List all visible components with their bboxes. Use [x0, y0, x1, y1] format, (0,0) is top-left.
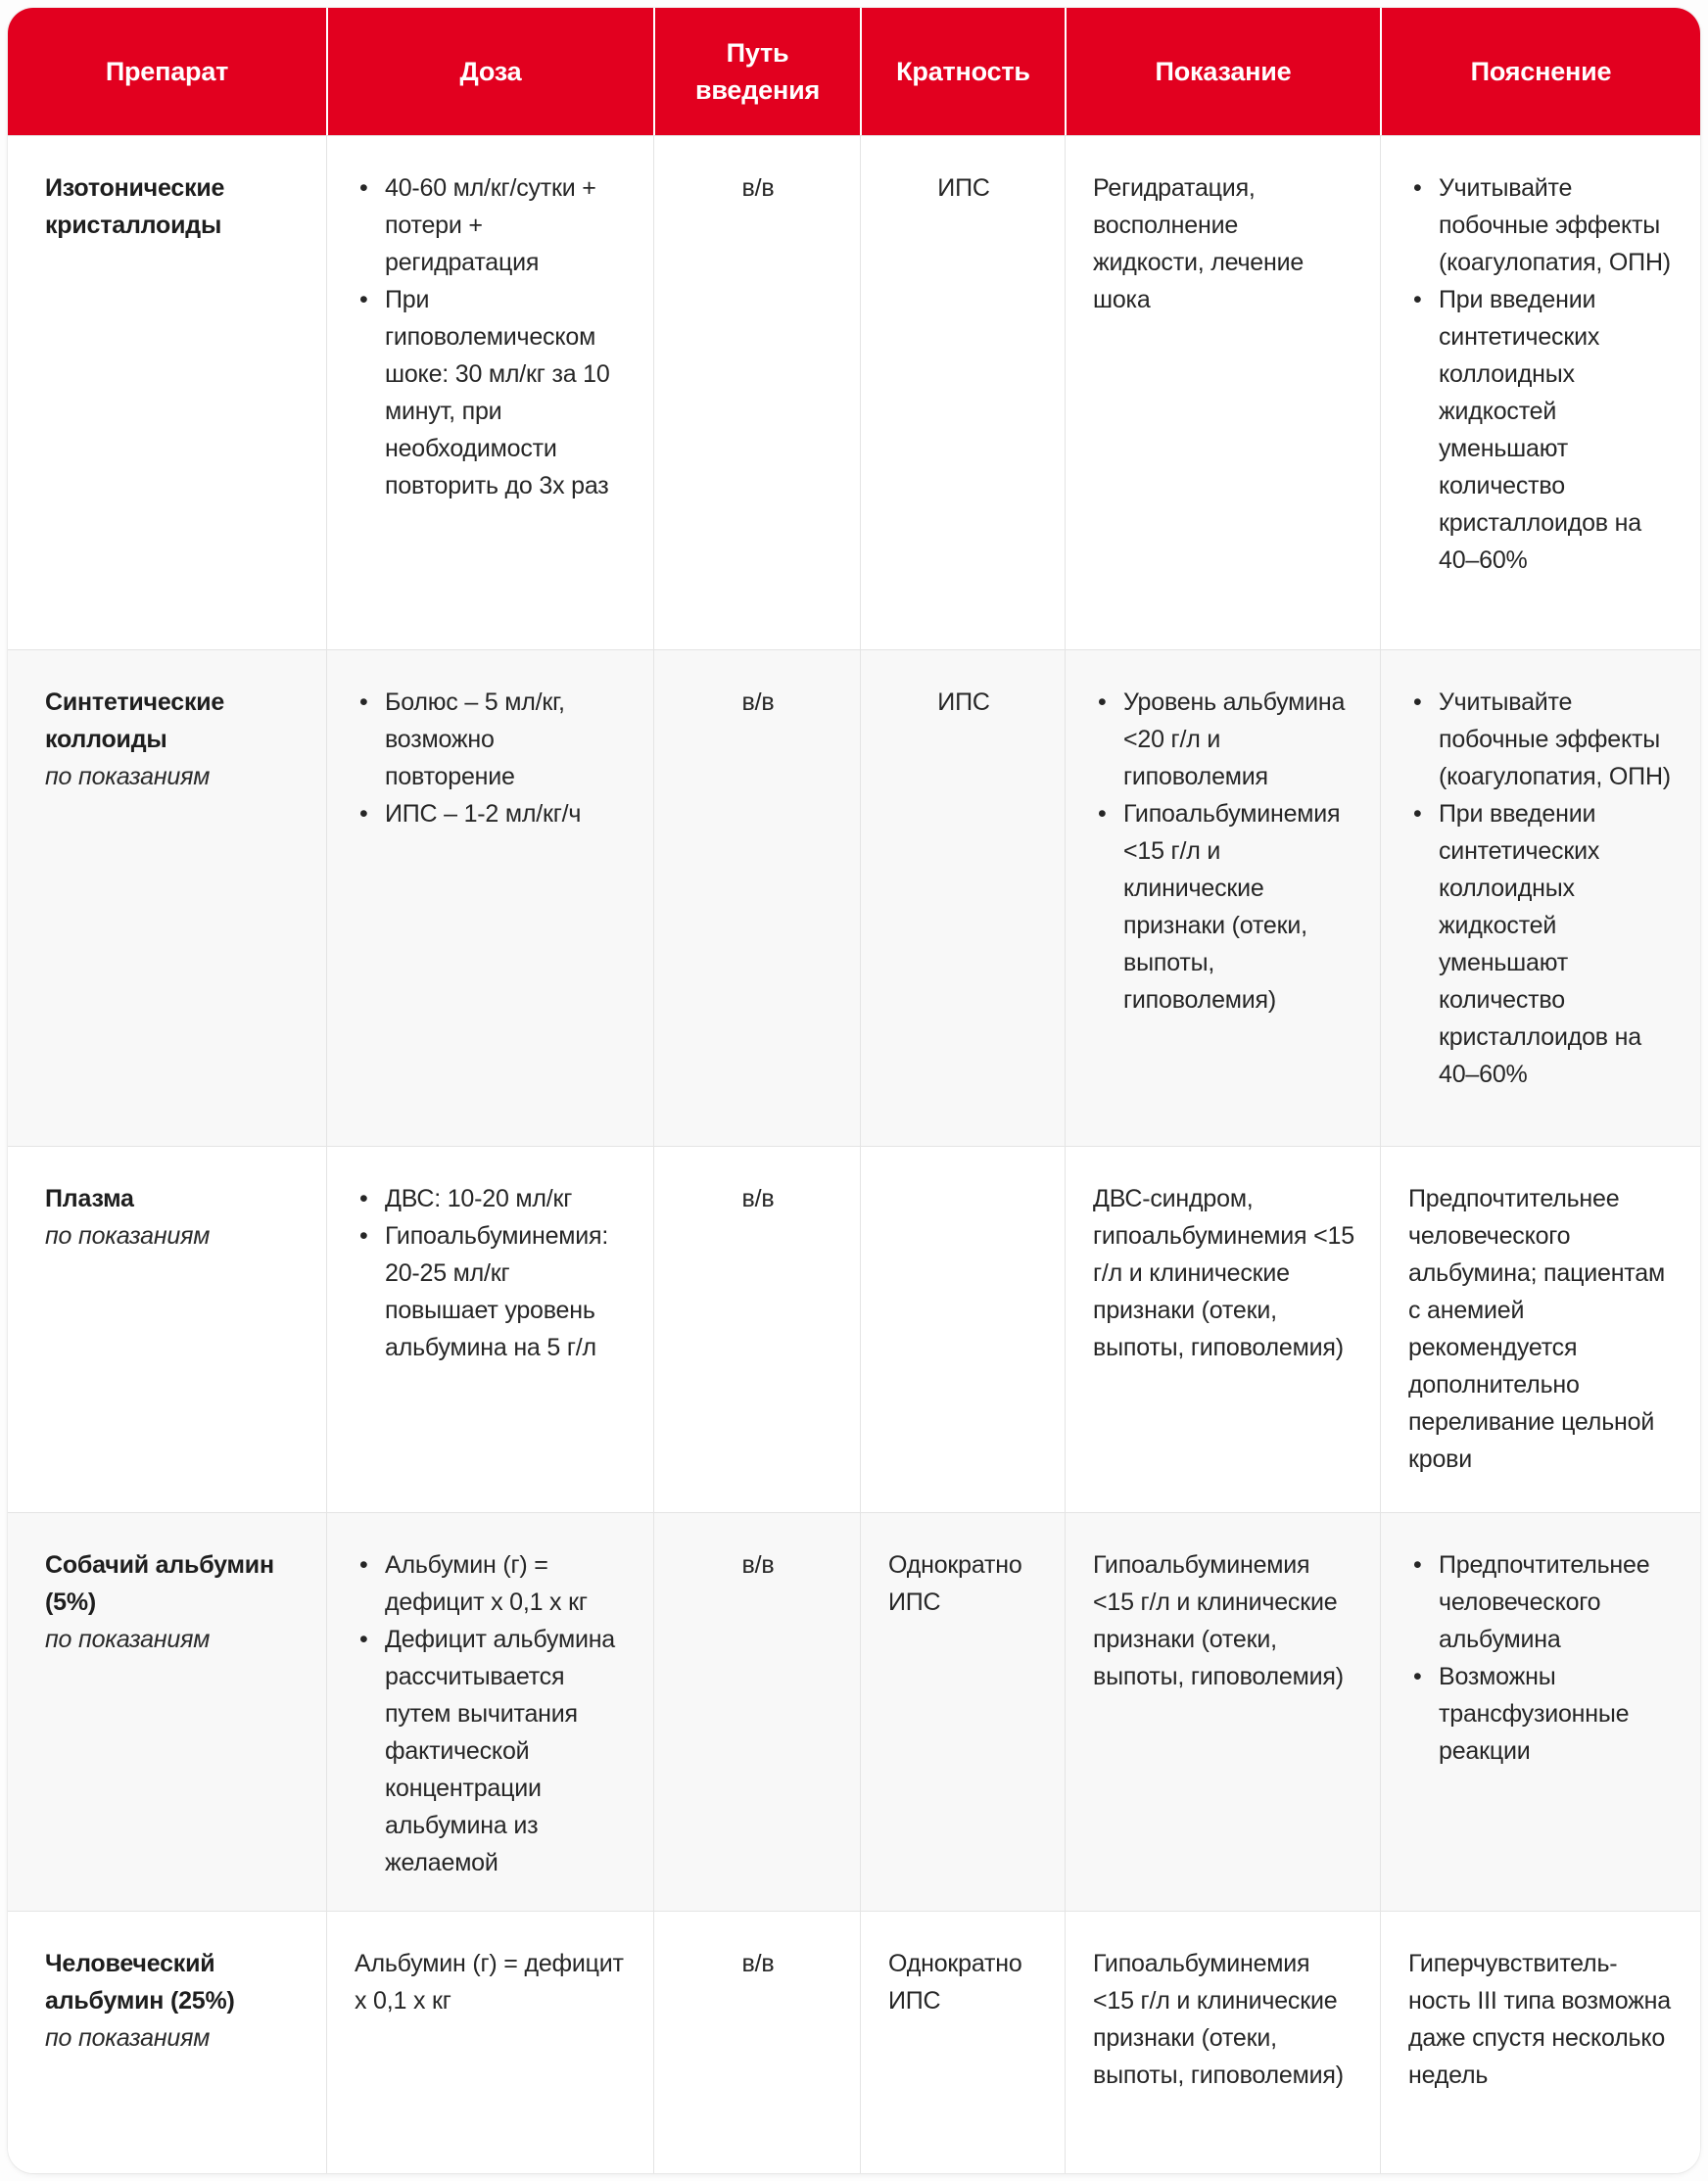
cell-dose	[326, 650, 653, 1146]
dose-list	[355, 169, 628, 504]
indication-text: Гипоальбуминемия <15 г/л и клинические признаки (отеки, выпоты, гиповолемия)	[1093, 1551, 1344, 1690]
cell-indication	[1065, 650, 1380, 1146]
drug-note: по показаниям	[45, 1222, 211, 1250]
explanation-list	[1408, 1546, 1675, 1770]
dose-item: • ДВС: 10-20 мл/кг	[355, 1180, 628, 1217]
explanation-text: Предпочтительнее человеческого альбумина; пациентам с анемией рекомендуется дополнительно переливание цельной крови	[1408, 1185, 1665, 1473]
explanation-text: Гиперчувствитель-ность III типа возможна даже спустя несколько недель	[1408, 1950, 1671, 2089]
cell-explanation	[1380, 1912, 1700, 2173]
cell-drug	[8, 1513, 326, 1911]
cell-route	[653, 136, 860, 649]
frequency-value: Однократно ИПС	[888, 1950, 1022, 2015]
dose-item: • 40-60 мл/кг/сутки + потери + регидратация	[355, 169, 628, 281]
cell-drug	[8, 1912, 326, 2173]
drug-note: по показаниям	[45, 1626, 211, 1653]
dose-list	[355, 1180, 628, 1366]
cell-indication	[1065, 136, 1380, 649]
explanation-item: • Предпочтительнее человеческого альбумина	[1408, 1546, 1675, 1658]
table-row	[8, 1911, 1700, 2173]
cell-dose	[326, 1912, 653, 2173]
explanation-item: • При введении синтетических коллоидных жидкостей уменьшают количество кристаллоидов на 40–60%	[1408, 795, 1675, 1093]
explanation-item: • Учитывайте побочные эффекты (коагулопатия, ОПН)	[1408, 684, 1675, 795]
cell-frequency	[860, 1513, 1065, 1911]
table-row	[8, 1512, 1700, 1911]
cell-dose	[326, 1513, 653, 1911]
dose-text: Альбумин (г) = дефицит х 0,1 х кг	[355, 1950, 624, 2015]
drug-name: Изотонические кристаллоиды	[45, 174, 225, 239]
cell-frequency	[860, 136, 1065, 649]
cell-indication	[1065, 1147, 1380, 1512]
cell-route	[653, 650, 860, 1146]
frequency-value: ИПС	[937, 688, 990, 716]
drug-name: Синтетические коллоиды	[45, 688, 225, 753]
column-header-frequency: Кратность	[860, 8, 1065, 135]
route-value: в/в	[741, 1185, 775, 1212]
cell-route	[653, 1147, 860, 1512]
column-header-dose: Доза	[326, 8, 653, 135]
dose-item: • Дефицит альбумина рассчитывается путем вычитания фактической концентрации альбумина из желаемой	[355, 1621, 628, 1881]
explanation-list	[1408, 169, 1675, 579]
frequency-value: ИПС	[937, 174, 990, 202]
drug-name: Собачий альбумин (5%)	[45, 1551, 274, 1616]
route-value: в/в	[741, 688, 775, 716]
route-value: в/в	[741, 1950, 775, 1977]
column-header-explanation: Пояснение	[1380, 8, 1700, 135]
drug-note: по показаниям	[45, 2024, 211, 2052]
explanation-list	[1408, 684, 1675, 1093]
explanation-item: • Возможны трансфузионные реакции	[1408, 1658, 1675, 1770]
cell-frequency	[860, 1147, 1065, 1512]
explanation-item: • Учитывайте побочные эффекты (коагулопатия, ОПН)	[1408, 169, 1675, 281]
drug-table-card	[8, 8, 1700, 2173]
dose-item: • Гипоальбуминемия: 20-25 мл/кг повышает уровень альбумина на 5 г/л	[355, 1217, 628, 1366]
cell-drug	[8, 1147, 326, 1512]
indication-text: ДВС-синдром, гипоальбуминемия <15 г/л и клинические признаки (отеки, выпоты, гиповолемия)	[1093, 1185, 1354, 1361]
drug-note: по показаниям	[45, 763, 211, 790]
indication-list	[1093, 684, 1354, 1019]
cell-explanation	[1380, 1513, 1700, 1911]
column-header-indication: Показание	[1065, 8, 1380, 135]
route-value: в/в	[741, 1551, 775, 1579]
dose-item: • Альбумин (г) = дефицит х 0,1 х кг	[355, 1546, 628, 1621]
table-header-row	[8, 8, 1700, 135]
dose-list	[355, 1546, 628, 1881]
indication-item: • Гипоальбуминемия <15 г/л и клинические признаки (отеки, выпоты, гиповолемия)	[1093, 795, 1354, 1019]
table-row	[8, 135, 1700, 649]
indication-text: Гипоальбуминемия <15 г/л и клинические признаки (отеки, выпоты, гиповолемия)	[1093, 1950, 1344, 2089]
drug-name: Человеческий альбумин (25%)	[45, 1950, 235, 2015]
explanation-item: • При введении синтетических коллоидных жидкостей уменьшают количество кристаллоидов на 40–60%	[1408, 281, 1675, 579]
cell-explanation	[1380, 650, 1700, 1146]
cell-indication	[1065, 1912, 1380, 2173]
indication-text: Регидратация, восполнение жидкости, лечение шока	[1093, 174, 1305, 313]
cell-frequency	[860, 650, 1065, 1146]
cell-drug	[8, 650, 326, 1146]
cell-frequency	[860, 1912, 1065, 2173]
cell-drug	[8, 136, 326, 649]
dose-list	[355, 684, 628, 832]
route-value: в/в	[741, 174, 775, 202]
cell-indication	[1065, 1513, 1380, 1911]
cell-route	[653, 1912, 860, 2173]
cell-explanation	[1380, 1147, 1700, 1512]
indication-item: • Уровень альбумина <20 г/л и гиповолемия	[1093, 684, 1354, 795]
dose-item: • ИПС – 1-2 мл/кг/ч	[355, 795, 628, 832]
drug-name: Плазма	[45, 1185, 134, 1212]
cell-explanation	[1380, 136, 1700, 649]
table-row	[8, 649, 1700, 1146]
cell-dose	[326, 1147, 653, 1512]
frequency-value: Однократно ИПС	[888, 1551, 1022, 1616]
dose-item: • При гиповолемическом шоке: 30 мл/кг за 10 минут, при необходимости повторить до 3х раз	[355, 281, 628, 504]
table-row	[8, 1146, 1700, 1512]
column-header-drug: Препарат	[105, 56, 229, 86]
column-header-route: Путь введения	[653, 8, 860, 135]
cell-route	[653, 1513, 860, 1911]
dose-item: • Болюс – 5 мл/кг, возможно повторение	[355, 684, 628, 795]
cell-dose	[326, 136, 653, 649]
